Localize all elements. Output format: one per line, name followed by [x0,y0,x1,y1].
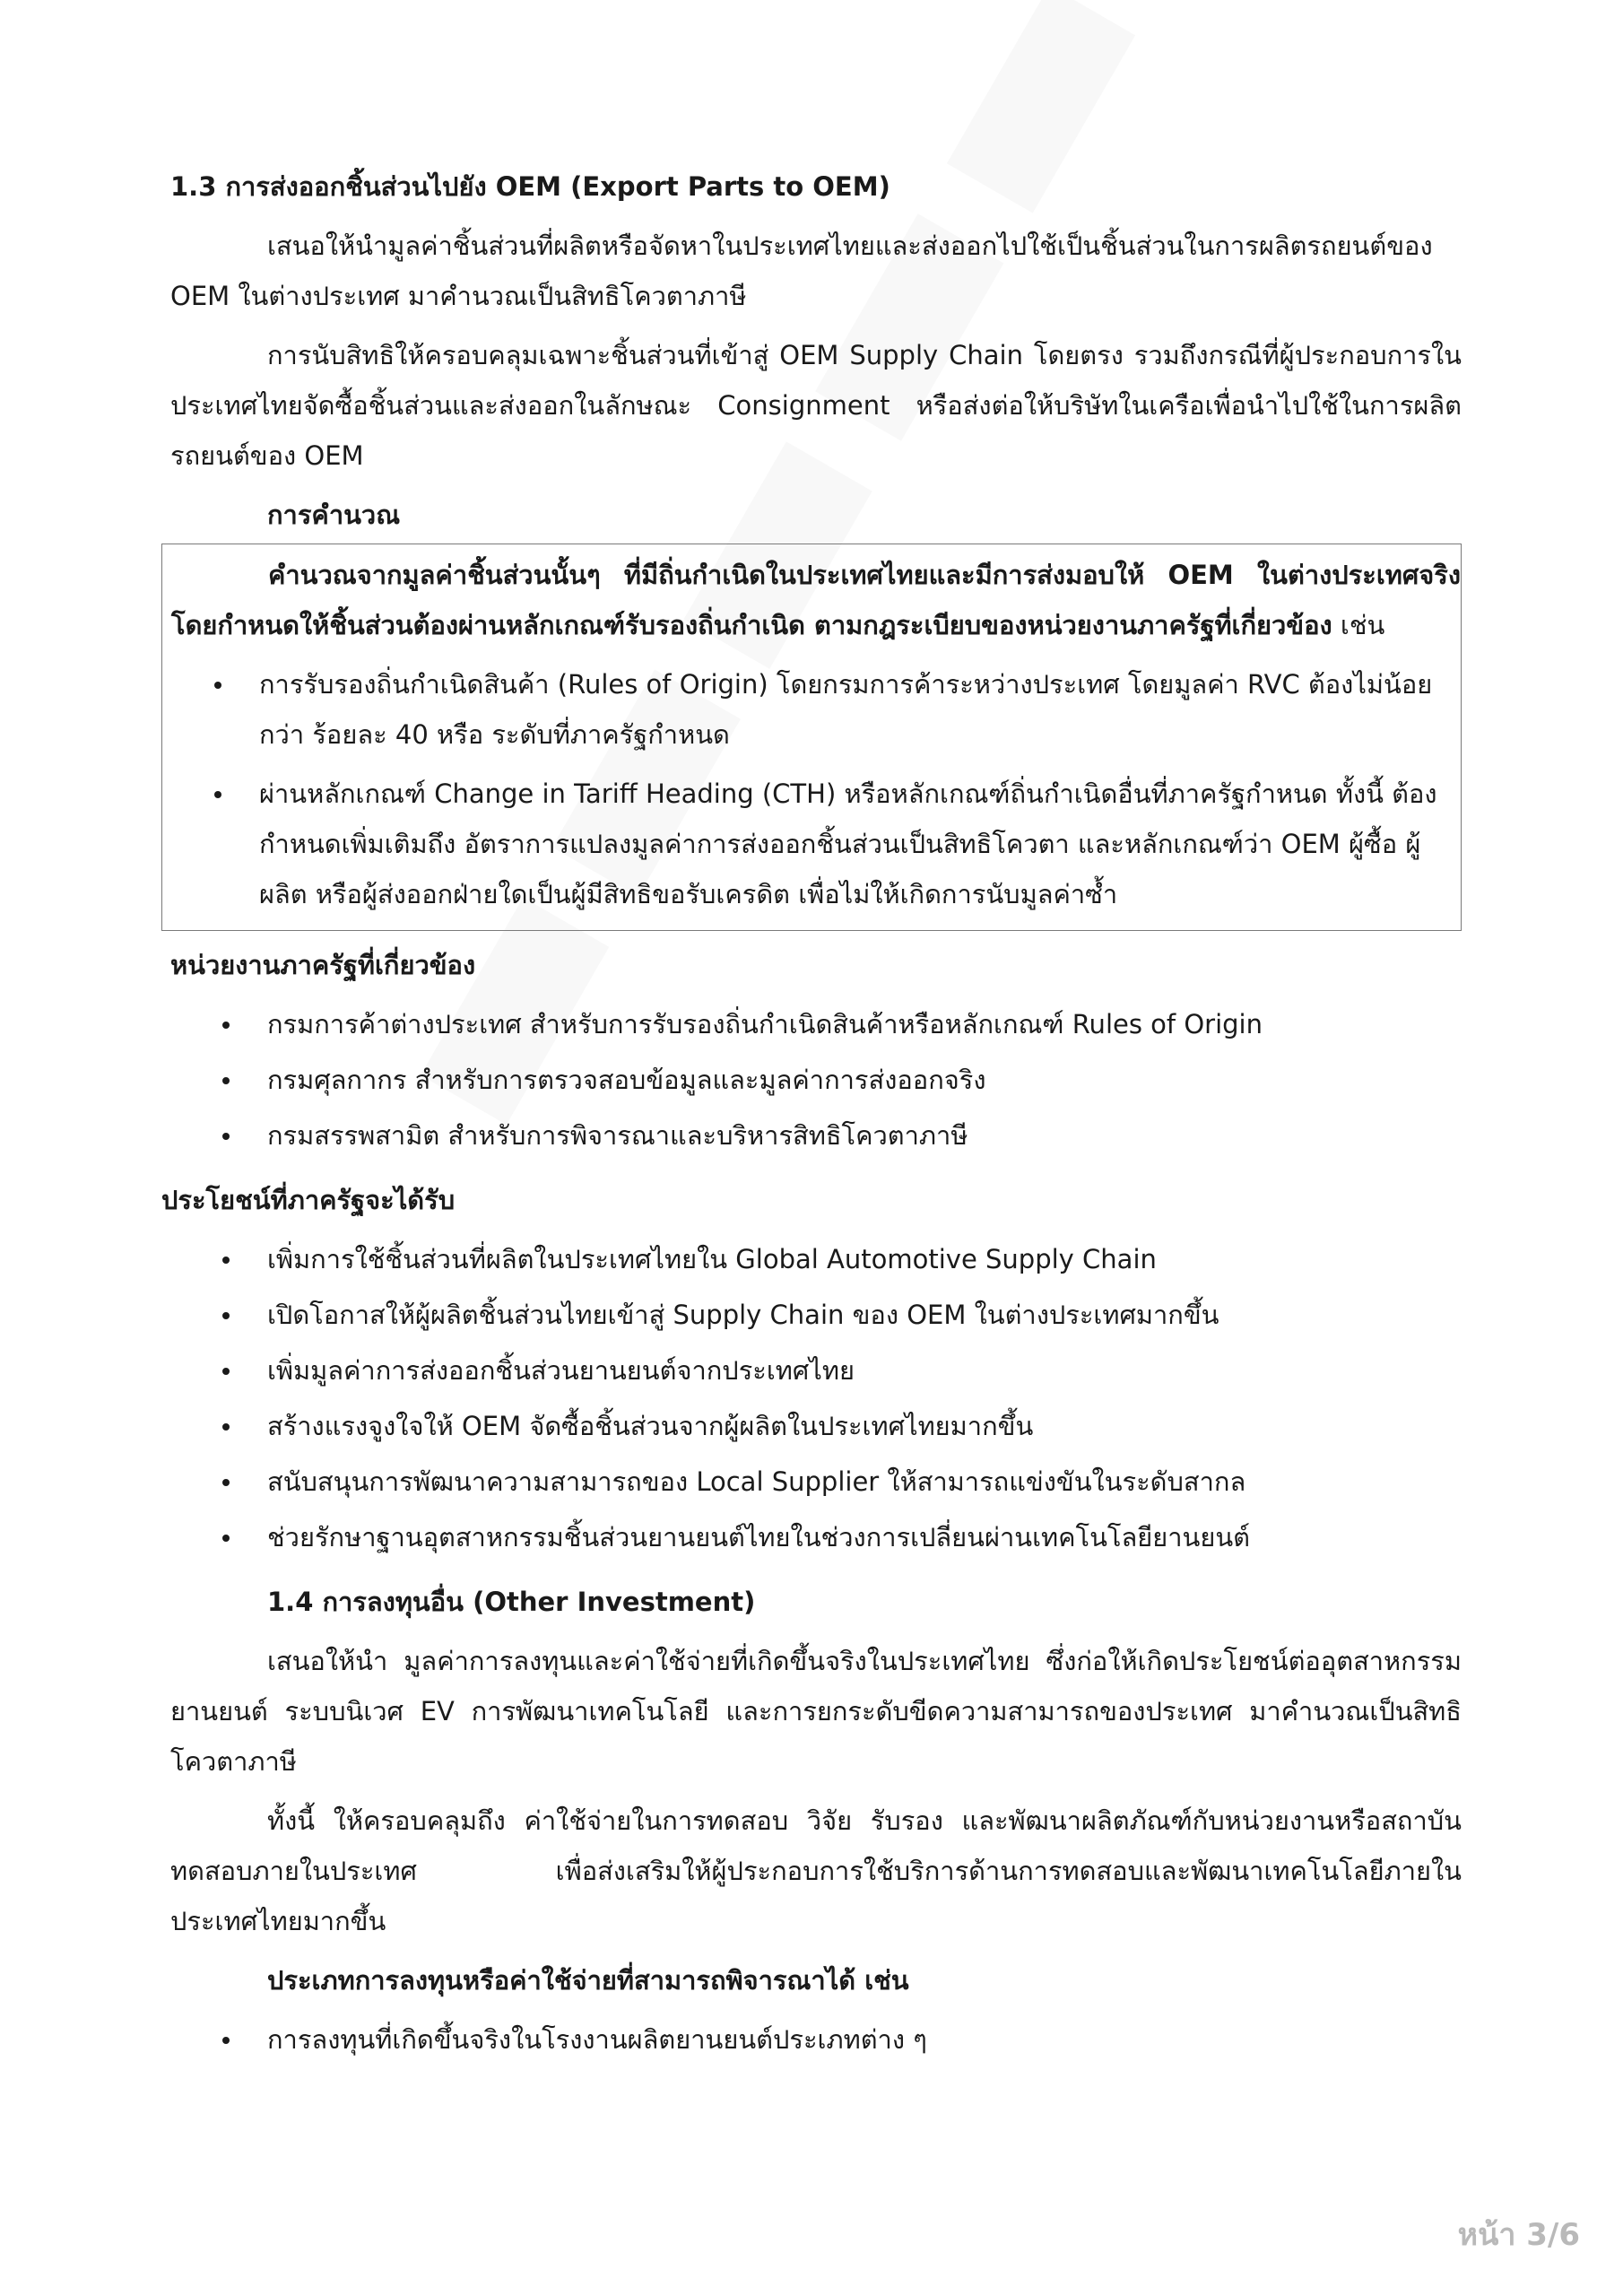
bullet-icon [214,682,221,689]
bullet-icon [222,1479,230,1486]
bullet-icon [222,1077,230,1084]
calculation-intro-bold: คำนวณจากมูลค่าชิ้นส่วนนั้นๆ ที่มีถิ่นกำเนิดในประเทศไทยและมีการส่งมอบให้ OEM ในต่างประเทศจริง โดยกำหนดให้ชิ้นส่วนต้องผ่านหลักเกณฑ์รับรองถิ่นกำเนิด ตามกฎระเบียบของหน่วยงานภาครัฐที่เกี่ยวข้อง [171,560,1461,640]
list-item: เพิ่มการใช้ชิ้นส่วนที่ผลิตในประเทศไทยใน Global Automotive Supply Chain [170,1234,1462,1284]
list-item: กรมศุลกากร สำหรับการตรวจสอบข้อมูลและมูลค่าการส่งออกจริง [170,1055,1462,1105]
bullet-icon [222,1423,230,1431]
bullet-icon [214,791,221,798]
benefits-list [170,1234,1462,1562]
list-item: กรมการค้าต่างประเทศ สำหรับการรับรองถิ่นกำเนิดสินค้าหรือหลักเกณฑ์ Rules of Origin [170,999,1462,1049]
benefits-heading: ประโยชน์ที่ภาครัฐจะได้รับ [161,1185,456,1215]
section-1-3-paragraph-2: การนับสิทธิให้ครอบคลุมเฉพาะชิ้นส่วนที่เข้าสู่ OEM Supply Chain โดยตรง รวมถึงกรณีที่ผู้ประกอบการในประเทศไทยจัดซื้อชิ้นส่วนและส่งออกในลักษณะ Consignment หรือส่งต่อให้บริษัทในเครือเพื่อนำไปใช้ในการผลิตรถยนต์ของ OEM [170,340,1462,471]
calculation-intro [171,550,1461,650]
bullet-icon [222,1368,230,1375]
section-1-4-paragraph-2: ทั้งนี้ ให้ครอบคลุมถึง ค่าใช้จ่ายในการทดสอบ วิจัย รับรอง และพัฒนาผลิตภัณฑ์กับหน่วยงานหรือสถาบันทดสอบภายในประเทศ เพื่อส่งเสริมให้ผู้ประกอบการใช้บริการด้านการทดสอบและพัฒนาเทคโนโลยีภายในประเทศไทยมากขึ้น [170,1805,1462,1936]
list-item: กรมสรรพสามิต สำหรับการพิจารณาและบริหารสิทธิโควตาภาษี [170,1110,1462,1161]
list-item: ช่วยรักษาฐานอุตสาหกรรมชิ้นส่วนยานยนต์ไทยในช่วงการเปลี่ยนผ่านเทคโนโลยียานยนต์ [170,1512,1462,1562]
bullet-icon [222,2037,230,2044]
list-item: เปิดโอกาสให้ผู้ผลิตชิ้นส่วนไทยเข้าสู่ Supply Chain ของ OEM ในต่างประเทศมากขึ้น [170,1290,1462,1340]
investment-types-list [170,2014,1462,2065]
bullet-icon [222,1535,230,1542]
calculation-box [161,544,1462,931]
agencies-heading: หน่วยงานภาครัฐที่เกี่ยวข้อง [170,950,476,980]
section-1-3-paragraph-1: เสนอให้นำมูลค่าชิ้นส่วนที่ผลิตหรือจัดหาในประเทศไทยและส่งออกไปใช้เป็นชิ้นส่วนในการผลิตรถยนต์ของ OEM ในต่างประเทศ มาคำนวณเป็นสิทธิโควตาภาษี [170,230,1433,311]
calculation-intro-tail: เช่น [1332,610,1385,640]
page-number: หน้า 3/6 [1457,2217,1580,2253]
list-item: การรับรองถิ่นกำเนิดสินค้า (Rules of Origin) โดยกรมการค้าระหว่างประเทศ โดยมูลค่า RVC ต้องไม่น้อยกว่า ร้อยละ 40 หรือ ระดับที่ภาครัฐกำหนด [171,659,1461,760]
agencies-list [170,999,1462,1161]
calculation-criteria-list [171,659,1461,919]
calculation-heading: การคำนวณ [267,500,401,530]
bullet-icon [222,1257,230,1264]
section-1-4-heading: 1.4 การลงทุนอื่น (Other Investment) [267,1587,756,1617]
bullet-icon [222,1312,230,1319]
section-1-3-heading: 1.3 การส่งออกชิ้นส่วนไปยัง OEM (Export Parts to OEM) [170,171,890,202]
bullet-icon [222,1133,230,1140]
investment-types-heading: ประเภทการลงทุนหรือค่าใช้จ่ายที่สามารถพิจารณาได้ เช่น [267,1965,909,1996]
list-item: สนับสนุนการพัฒนาความสามารถของ Local Supplier ให้สามารถแข่งขันในระดับสากล [170,1457,1462,1507]
list-item: การลงทุนที่เกิดขึ้นจริงในโรงงานผลิตยานยนต์ประเภทต่าง ๆ [170,2014,1462,2065]
list-item: เพิ่มมูลค่าการส่งออกชิ้นส่วนยานยนต์จากประเทศไทย [170,1345,1462,1396]
bullet-icon [222,1022,230,1029]
section-1-4-paragraph-1: เสนอให้นำ มูลค่าการลงทุนและค่าใช้จ่ายที่เกิดขึ้นจริงในประเทศไทย ซึ่งก่อให้เกิดประโยชน์ต่ออุตสาหกรรมยานยนต์ ระบบนิเวศ EV การพัฒนาเทคโนโลยี และการยกระดับขีดความสามารถของประเทศ มาคำนวณเป็นสิทธิโควตาภาษี [170,1646,1462,1777]
list-item: ผ่านหลักเกณฑ์ Change in Tariff Heading (CTH) หรือหลักเกณฑ์ถิ่นกำเนิดอื่นที่ภาครัฐกำหนด ทั้งนี้ ต้องกำหนดเพิ่มเติมถึง อัตราการแปลงมูลค่าการส่งออกชิ้นส่วนเป็นสิทธิโควตา และหลักเกณฑ์ว่า OEM ผู้ซื้อ ผู้ผลิต หรือผู้ส่งออกฝ่ายใดเป็นผู้มีสิทธิขอรับเครดิต เพื่อไม่ให้เกิดการนับมูลค่าซ้ำ [171,769,1461,919]
list-item: สร้างแรงจูงใจให้ OEM จัดซื้อชิ้นส่วนจากผู้ผลิตในประเทศไทยมากขึ้น [170,1401,1462,1451]
page-content [161,161,1462,2070]
